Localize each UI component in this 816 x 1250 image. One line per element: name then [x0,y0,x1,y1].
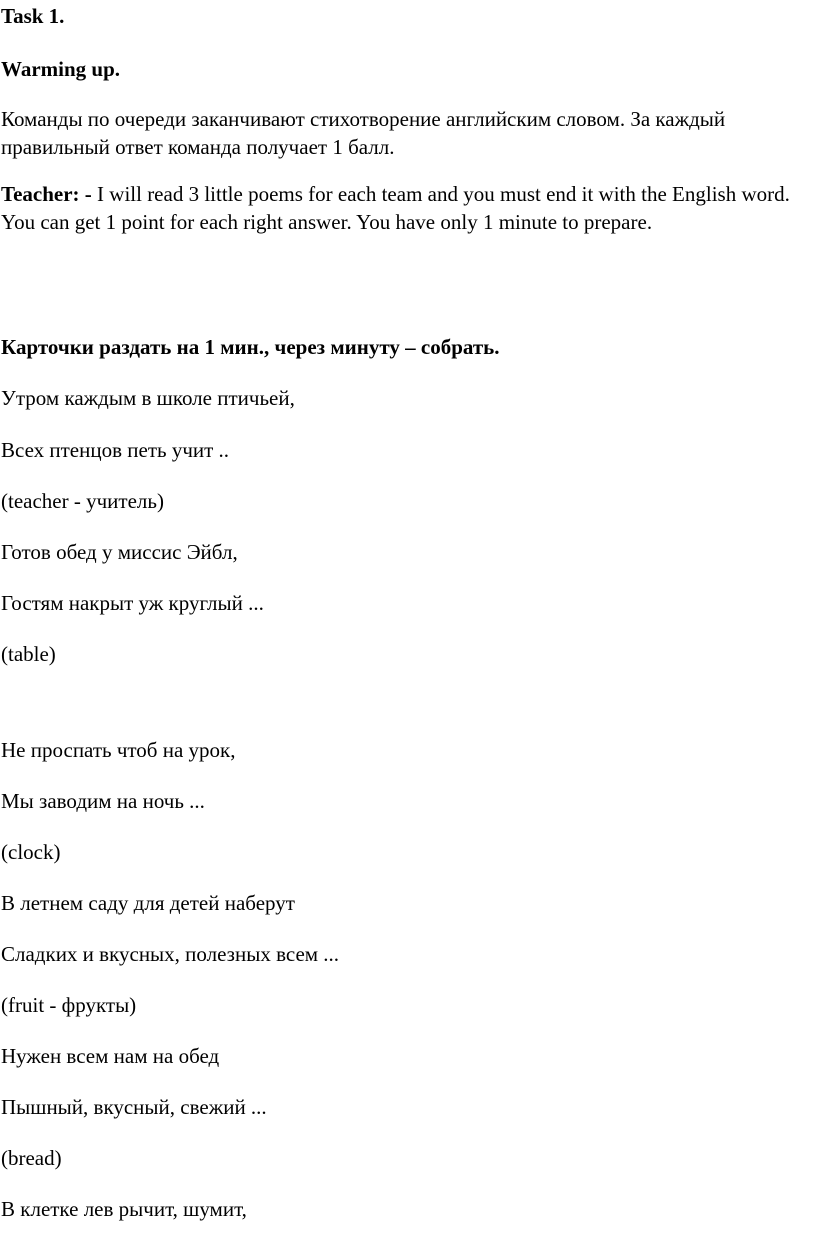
poem-line: Сладких и вкусных, полезных всем ... [1,942,340,966]
task-title: Task 1. [1,4,65,28]
poem-line: В клетке лев рычит, шумит, [1,1197,247,1221]
poem-answer: (table) [1,642,56,666]
poem-line: Не проспать чтоб на урок, [1,738,236,762]
poem-line: В летнем саду для детей наберут [1,891,295,915]
poem-line: Мы заводим на ночь ... [1,789,205,813]
poem-answer: (fruit - фрукты) [1,993,137,1017]
poem-line: Всех птенцов петь учит .. [1,438,230,462]
poem-line: Пышный, вкусный, свежий ... [1,1095,267,1119]
teacher-text: I will read 3 little poems for each team and you must end it with the English word. You can get 1 point for each right answer. You have only 1 minute to prepare. [1,182,790,234]
poem-line: Готов обед у миссис Эйбл, [1,540,238,564]
cards-instruction: Карточки раздать на 1 мин., через минуту – собрать. [1,335,500,359]
poem-answer: (bread) [1,1146,62,1170]
poem-line: Гостям накрыт уж круглый ... [1,591,264,615]
poem-line: Утром каждым в школе птичьей, [1,386,295,410]
poem-answer: (teacher - учитель) [1,489,164,513]
poem-line: Нужен всем нам на обед [1,1044,220,1068]
teacher-paragraph [1,180,809,236]
teacher-label: Teacher: - [1,182,92,206]
poem-answer: (clock) [1,840,61,864]
section-heading-warming-up: Warming up. [1,57,121,81]
intro-paragraph-ru: Команды по очереди заканчивают стихотворение английским словом. За каждый правильный ответ команда получает 1 балл. [1,107,726,159]
